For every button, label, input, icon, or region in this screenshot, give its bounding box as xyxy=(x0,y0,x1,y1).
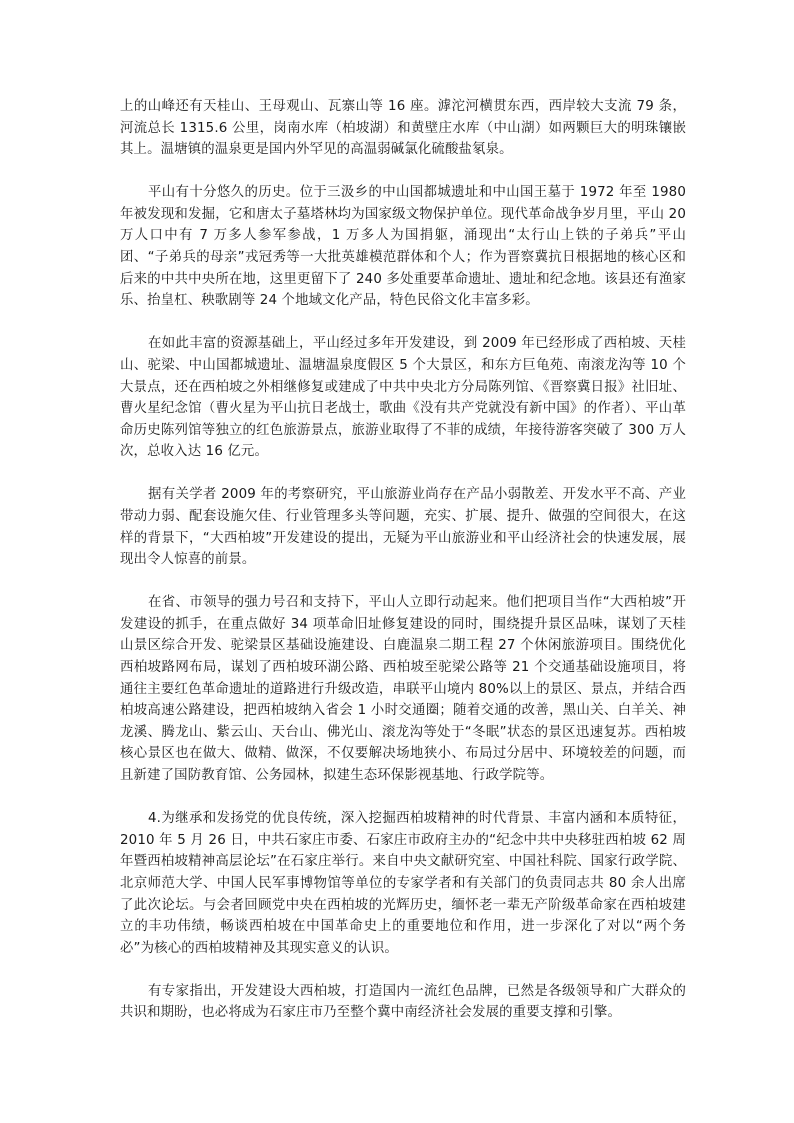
paragraph-7: 有专家指出，开发建设大西柏坡，打造国内一流红色品牌，已然是各级领导和广大群众的共识和期盼，也必将成为石家庄市乃至整个冀中南经济社会发展的重要支撑和引擎。 xyxy=(120,983,686,1021)
document-body xyxy=(120,96,686,1045)
paragraph-5: 在省、市领导的强力号召和支持下，平山人立即行动起来。他们把项目当作“大西柏坡”开发建设的抓手，在重点做好 34 项革命旧址修复建设的同时，围绕提升景区品味，谋划了天桂山景区综合开发、驼梁景区基础设施建设、白鹿温泉二期工程 27 个休闲旅游项目。围绕优化西柏坡路网布局，谋划了西柏坡环湖公路、西柏坡至驼梁公路等 21 个交通基础设施项目，将通往主要红色革命遗址的道路进行升级改造，串联平山境内 80%以上的景区、景点，并结合西柏坡高速公路建设，把西柏坡纳入省会 1 小时交通圈；随着交通的改善，黑山关、白羊关、神龙溪、腾龙山、紫云山、天台山、佛光山、滚龙沟等处于“冬眠”状态的景区迅速复苏。西柏坡核心景区也在做大、做精、做深，不仅要解决场地狭小、布局过分居中、环境较差的问题，而且新建了国防教育馆、公务园林，拟建生态环保影视基地、行政学院等。 xyxy=(120,595,686,784)
paragraph-6: 4.为继承和发扬党的优良传统，深入挖掘西柏坡精神的时代背景、丰富内涵和本质特征，2010 年 5 月 26 日，中共石家庄市委、石家庄市政府主办的“纪念中共中央移驻西柏坡 62 周年暨西柏坡精神高层论坛”在石家庄举行。来自中央文献研究室、中国社科院、国家行政学院、北京师范大学、中国人民军事博物馆等单位的专家学者和有关部门的负责同志共 80 余人出席了此次论坛。与会者回顾党中央在西柏坡的光辉历史，缅怀老一辈无产阶级革命家在西柏坡建立的丰功伟绩，畅谈西柏坡在中国革命史上的重要地位和作用，进一步深化了对以“两个务必”为核心的西柏坡精神及其现实意义的认识。 xyxy=(120,811,686,956)
paragraph-2: 平山有十分悠久的历史。位于三汲乡的中山国都城遗址和中山国王墓于 1972 年至 1980 年被发现和发掘，它和唐太子墓塔林均为国家级文物保护单位。现代革命战争岁月里，平山 20 万人口中有 7 万多人参军参战，1 万多人为国捐躯，涌现出“太行山上铁的子弟兵”平山团、“子弟兵的母亲”戎冠秀等一大批英雄模范群体和个人；作为晋察冀抗日根据地的核心区和后来的中共中央所在地，这里更留下了 240 多处重要革命遗址、遗址和纪念地。该县还有渔家乐、抬皇杠、秧歌剧等 24 个地域文化产品，特色民俗文化丰富多彩。 xyxy=(120,185,686,309)
paragraph-3: 在如此丰富的资源基础上，平山经过多年开发建设，到 2009 年已经形成了西柏坡、天桂山、驼梁、中山国都城遗址、温塘温泉度假区 5 个大景区，和东方巨龟苑、南滚龙沟等 10 个大景点，还在西柏坡之外相继修复或建成了中共中央北方分局陈列馆、《晋察冀日报》社旧址、曹火星纪念馆（曹火星为平山抗日老战士，歌曲《没有共产党就没有新中国》的作者）、平山革命历史陈列馆等独立的红色旅游景点，旅游业取得了不菲的成绩，年接待游客突破了 300 万人次，总收入达 16 亿元。 xyxy=(120,336,686,460)
paragraph-4: 据有关学者 2009 年的考察研究，平山旅游业尚存在产品小弱散差、开发水平不高、产业带动力弱、配套设施欠佳、行业管理多头等问题，充实、扩展、提升、做强的空间很大，在这样的背景下，“大西柏坡”开发建设的提出，无疑为平山旅游业和平山经济社会的快速发展，展现出令人惊喜的前景。 xyxy=(120,487,686,568)
paragraph-1: 上的山峰还有天桂山、王母观山、瓦寨山等 16 座。滹沱河横贯东西，西岸较大支流 79 条，河流总长 1315.6 公里，岗南水库（柏坡湖）和黄壁庄水库（中山湖）如两颗巨大的明珠镶嵌其上。温塘镇的温泉更是国内外罕见的高温弱碱氯化硫酸盐氡泉。 xyxy=(120,99,686,158)
